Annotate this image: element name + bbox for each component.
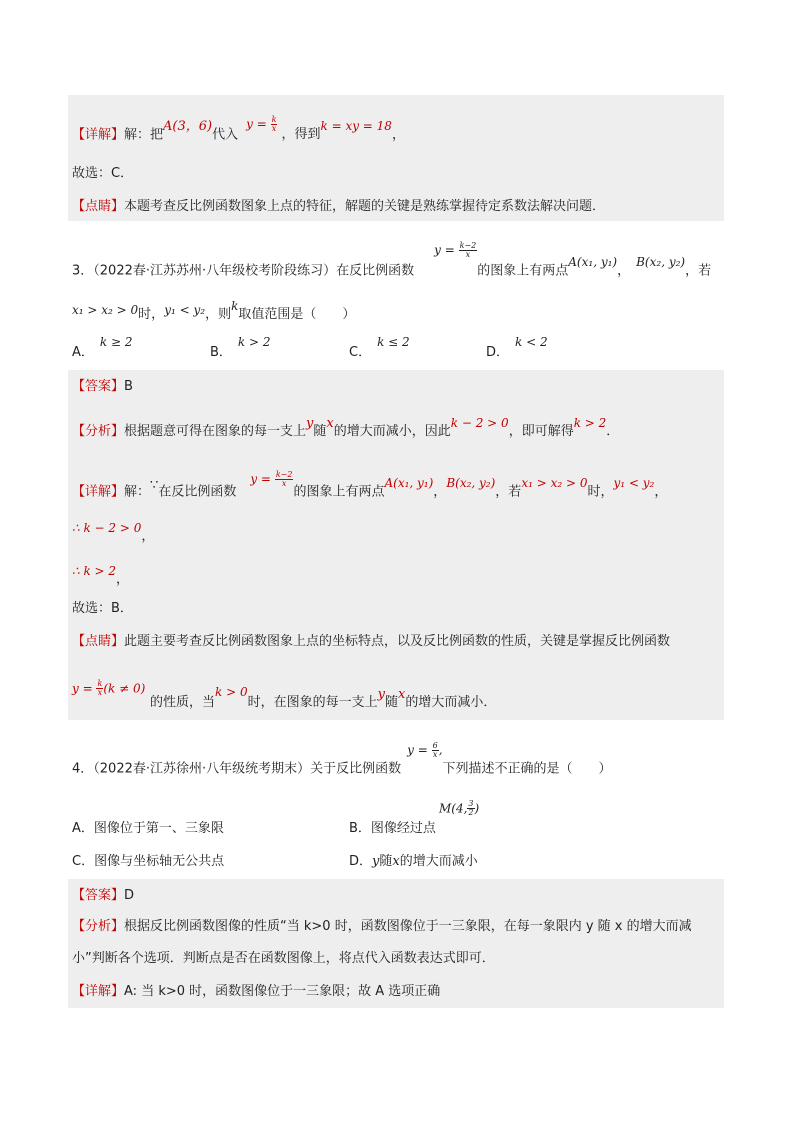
option-label: A． — [72, 345, 94, 360]
option-expr: k < 2 — [515, 335, 548, 349]
point-text: 本题考查反比例函数图象上点的特征，解题的关键是熟练掌握待定系数法解决问题． — [124, 199, 606, 214]
option-d[interactable] — [486, 335, 548, 360]
detail-text: ，若 — [495, 484, 522, 500]
option-label: C． — [349, 345, 372, 360]
point-line — [72, 200, 605, 213]
option-d[interactable] — [349, 855, 478, 868]
option-expr: k > 2 — [237, 335, 271, 349]
separator: ， — [617, 263, 631, 279]
solution-block-2 — [68, 370, 724, 720]
option-a[interactable] — [72, 335, 133, 360]
separator: ， — [433, 484, 447, 500]
step-end: ， — [141, 529, 155, 544]
detail-tag: 【详解】 — [72, 984, 125, 999]
result-equation: k = xy = 18 — [320, 119, 392, 134]
question-text: 4．（2022春·江苏徐州·八年级统考期末）关于反比例函数 — [72, 761, 402, 777]
analysis-line — [72, 416, 620, 439]
detail-text: 时， — [587, 484, 614, 500]
analysis-text: 根据题意可得在图象的每一支上 — [124, 424, 307, 439]
answer-line — [72, 889, 134, 902]
analysis-tag: 【分析】 — [72, 424, 125, 439]
choice-line: 故选：C． — [72, 166, 134, 181]
option-expr: k ≤ 2 — [377, 335, 410, 349]
analysis-text: 根据反比例函数图像的性质“当 k>0 时，函数图像位于一三象限，在每一象限内 y 随 x 的增大而减 — [124, 919, 692, 934]
analysis-line-1 — [72, 920, 692, 933]
k-variable: k — [231, 299, 239, 313]
var-x: x — [398, 687, 406, 702]
detail-text: 解： — [124, 484, 151, 500]
option-c[interactable] — [349, 335, 410, 360]
point-a: A(x₁, y₁) — [384, 476, 434, 491]
point-b: B(x₂, y₂) — [446, 476, 496, 491]
detail-text: 代入 — [212, 127, 239, 143]
equation: y = $\frac{k}{x}$ — [246, 115, 277, 134]
result: k > 2 — [573, 416, 607, 430]
option-label: D． — [486, 345, 510, 360]
condition-1: x₁ > x₂ > 0 — [521, 476, 588, 491]
option-label: B．图像经过点 — [349, 821, 436, 836]
point-tag: 【点睛】 — [72, 634, 125, 649]
detail-line — [72, 985, 440, 998]
point-b: B(x₂, y₂) — [636, 255, 686, 270]
step-1 — [72, 521, 155, 544]
step-expr: ∴ k − 2 > 0 — [72, 521, 142, 535]
answer-value: D — [124, 888, 135, 903]
answer-tag: 【答案】 — [72, 888, 125, 903]
detail-line — [72, 470, 668, 501]
point-a: A(x₁, y₁) — [568, 255, 618, 270]
question-text: 取值范围是（ ） — [238, 307, 356, 322]
var-y: y — [306, 416, 314, 431]
detail-text: 的图象上有两点 — [293, 484, 385, 500]
condition-2: y₁ < y₂ — [613, 476, 655, 491]
option-label: B． — [210, 345, 232, 360]
analysis-line-2: 小”判断各个选项．判断点是否在函数图像上，将点代入函数表达式即可． — [72, 951, 495, 966]
question-3-stem-2 — [72, 299, 356, 322]
answer-tag: 【答案】 — [72, 379, 125, 394]
detail-text: ， — [391, 127, 405, 143]
option-text: 的增大而减小 — [399, 854, 478, 869]
point-text: 此题主要考查反比例函数图象上点的坐标特点，以及反比例函数的性质，关键是掌握反比例函数 — [124, 634, 671, 649]
step-expr: ∴ k > 2 — [72, 564, 117, 578]
point-line-2 — [72, 679, 497, 710]
var-x: x — [392, 854, 400, 869]
point-tag: 【点睛】 — [72, 199, 125, 214]
question-text: ，则 — [205, 307, 232, 322]
analysis-text: ． — [606, 424, 620, 439]
option-b[interactable] — [210, 335, 271, 360]
detail-tag: 【详解】 — [72, 127, 125, 143]
question-text: 下列描述不正确的是（ ） — [442, 761, 612, 777]
point-text: 的增大而减小． — [405, 695, 497, 710]
option-b[interactable] — [349, 799, 480, 836]
detail-text: 在反比例函数 — [158, 484, 237, 500]
condition: k − 2 > 0 — [450, 416, 509, 430]
question-text: ，若 — [685, 263, 712, 279]
question-text: 3．（2022春·江苏苏州·八年级校考阶段练习）在反比例函数 — [72, 263, 415, 279]
var-y: y — [377, 687, 385, 702]
step-end: ， — [116, 572, 130, 587]
condition-2: y₁ < y₂ — [164, 303, 206, 317]
var-x: x — [326, 416, 334, 431]
analysis-text: ，即可解得 — [508, 424, 574, 439]
condition-1: x₁ > x₂ > 0 — [72, 303, 139, 317]
point-text: 时，在图象的每一支上 — [247, 695, 378, 710]
point-equation: y = $\frac{k}{x}$ (k ≠ 0) — [72, 679, 146, 698]
option-expr: k ≥ 2 — [99, 335, 133, 349]
question-3-stem — [72, 241, 712, 280]
option-point: M(4, $\frac{3}{2}$ ) — [439, 799, 480, 818]
point-text: 随 — [384, 695, 398, 710]
option-label: D． — [349, 854, 373, 869]
analysis-text: 的增大而减小，因此 — [333, 424, 451, 439]
question-4-stem — [72, 741, 612, 778]
detail-text: A: 当 k>0 时，函数图像位于一三象限；故 A 选项正确 — [124, 984, 441, 999]
question-text: 时， — [138, 307, 165, 322]
point-a: A(3，6) — [163, 119, 213, 135]
answer-value: B — [124, 379, 133, 394]
detail-tag: 【详解】 — [72, 484, 125, 500]
point-condition: k > 0 — [215, 685, 248, 699]
choice-line: 故选：B． — [72, 601, 133, 616]
analysis-tag: 【分析】 — [72, 919, 125, 934]
because-symbol: ∵ — [150, 478, 159, 494]
step-2 — [72, 564, 130, 587]
analysis-text: 随 — [313, 424, 327, 439]
answer-line — [72, 380, 133, 393]
detail-text: 解：把 — [124, 127, 164, 143]
detail-line — [72, 115, 405, 144]
detail-text: ，得到 — [281, 127, 321, 143]
equation: y = $\frac{6}{x}$ , — [407, 741, 443, 760]
var-y: y — [372, 854, 380, 869]
option-a[interactable]: A．图像位于第一、三象限 — [72, 821, 224, 836]
option-text: 随 — [379, 854, 393, 869]
point-line — [72, 635, 670, 648]
option-c[interactable]: C．图像与坐标轴无公共点 — [72, 854, 225, 869]
question-text: 的图象上有两点 — [477, 263, 569, 279]
equation: y = $\frac{k-2}{x}$ — [250, 470, 293, 489]
detail-text: ， — [654, 484, 668, 500]
equation: y = $\frac{k-2}{x}$ — [434, 241, 477, 260]
point-text: 的性质，当 — [150, 695, 216, 710]
